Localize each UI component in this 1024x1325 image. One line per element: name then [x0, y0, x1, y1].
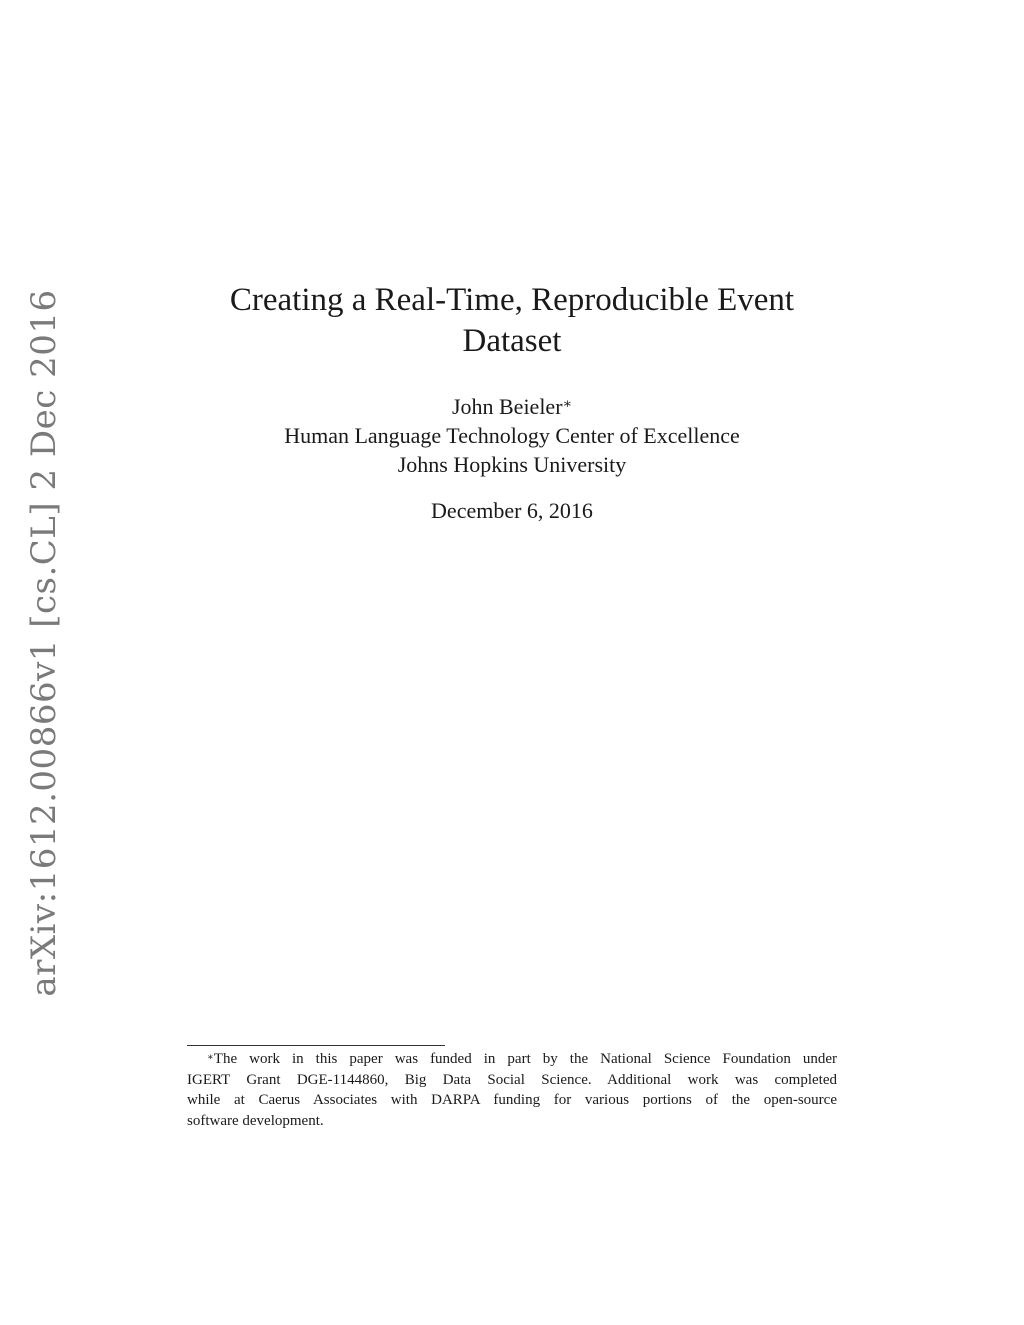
author-name-line: [150, 392, 874, 421]
author-affiliation-center: Human Language Technology Center of Excellence: [284, 423, 740, 448]
author-footnote-mark: ∗: [562, 397, 573, 412]
footnote-text-line-4: software development.: [187, 1112, 324, 1129]
author-name: John Beieler: [451, 394, 563, 419]
footnote-line: [187, 1049, 837, 1070]
footnote-text-line-3: while at Caerus Associates with DARPA funding for various portions of the open-source: [187, 1092, 837, 1108]
footnote-mark: ∗: [207, 1052, 214, 1063]
footnote-divider: [187, 1045, 445, 1046]
paper-title-line-2: Dataset: [462, 323, 562, 359]
arxiv-identifier: arXiv:1612.00866v1 [cs.CL] 2 Dec 2016: [24, 289, 64, 997]
author-block: [150, 392, 874, 479]
footnote: [187, 1049, 837, 1131]
footnote-text-line-2: IGERT Grant DGE-1144860, Big Data Social Science. Additional work was completed: [187, 1071, 837, 1088]
paper-date: December 6, 2016: [431, 498, 593, 523]
paper-title: [200, 280, 824, 362]
paper-title-line-1: Creating a Real-Time, Reproducible Event: [229, 282, 795, 318]
author-affiliation-university: Johns Hopkins University: [397, 452, 627, 477]
footnote-text-line-1: The work in this paper was funded in part by the National Science Foundation under: [213, 1051, 837, 1067]
